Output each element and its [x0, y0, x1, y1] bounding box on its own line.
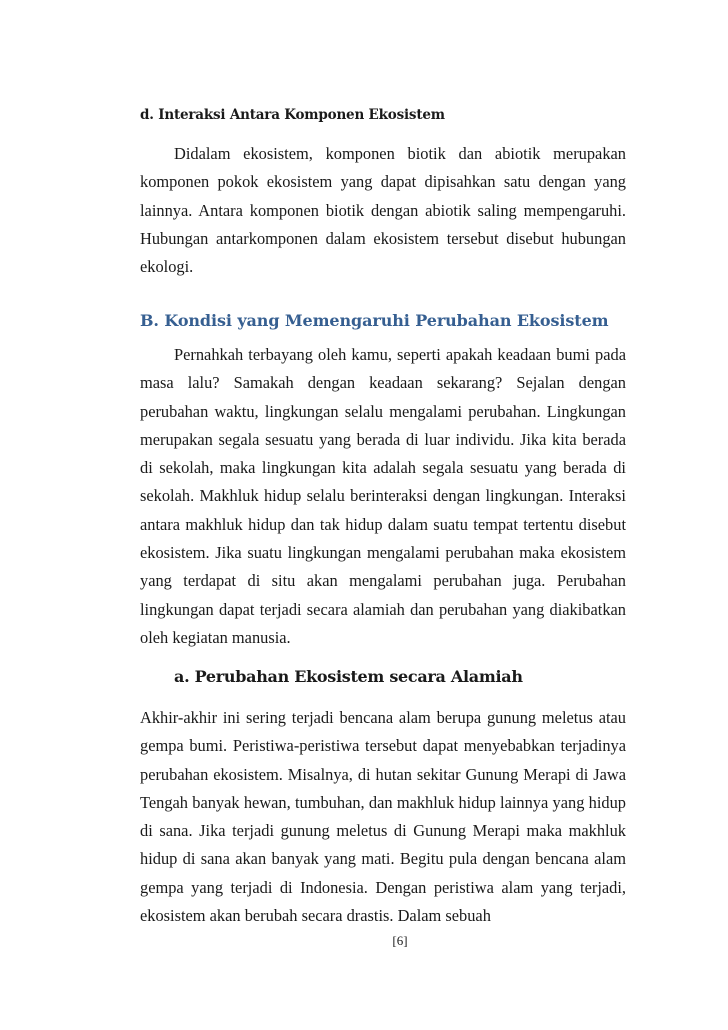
paragraph-kondisi: Pernahkah terbayang oleh kamu, seperti apakah keadaan bumi pada masa lalu? Samakah dengan keadaan sekarang? Sejalan dengan perubahan waktu, lingkungan selalu mengalami perubahan. Lingkungan merupakan segala sesuatu yang berada di luar individu. Jika kita berada di sekolah, maka lingkungan kita adalah segala sesuatu yang berada di sekolah. Makhluk hidup selalu berinteraksi dengan lingkungan. Interaksi antara makhluk hidup dan tak hidup dalam suatu tempat tertentu disebut ekosistem. Jika suatu lingkungan mengalami perubahan maka ekosistem yang terdapat di situ akan mengalami perubahan juga. Perubahan lingkungan dapat terjadi secara alamiah dan perubahan yang diakibatkan oleh kegiatan manusia.	[140, 345, 626, 647]
paragraph-interaksi: Didalam ekosistem, komponen biotik dan abiotik merupakan komponen pokok ekosistem yang dapat dipisahkan satu dengan yang lainnya. Antara komponen biotik dengan abiotik saling mempengaruhi. Hubungan antarkomponen dalam ekosistem tersebut disebut hubungan ekologi.	[140, 144, 626, 277]
paragraph-perubahan-alamiah: Akhir-akhir ini sering terjadi bencana alam berupa gunung meletus atau gempa bumi. Peristiwa-peristiwa tersebut dapat menyebabkan terjadinya perubahan ekosistem. Misalnya, di hutan sekitar Gunung Merapi di Jawa Tengah banyak hewan, tumbuhan, dan makhluk hidup lainnya yang hidup di sana. Jika terjadi gunung meletus di Gunung Merapi maka makhluk hidup di sana akan banyak yang mati. Begitu pula dengan bencana alam gempa yang terjadi di Indonesia. Dengan peristiwa alam yang terjadi, ekosistem akan berubah secara drastis. Dalam sebuah	[140, 708, 626, 926]
subsection-heading-d: d. Interaksi Antara Komponen Ekosistem	[140, 107, 445, 123]
document-page	[140, 0, 626, 1030]
subsection-heading-a: a. Perubahan Ekosistem secara Alamiah	[174, 667, 523, 686]
page-number: [6]	[392, 933, 408, 948]
section-heading-b: B. Kondisi yang Memengaruhi Perubahan Ekosistem	[140, 311, 609, 330]
